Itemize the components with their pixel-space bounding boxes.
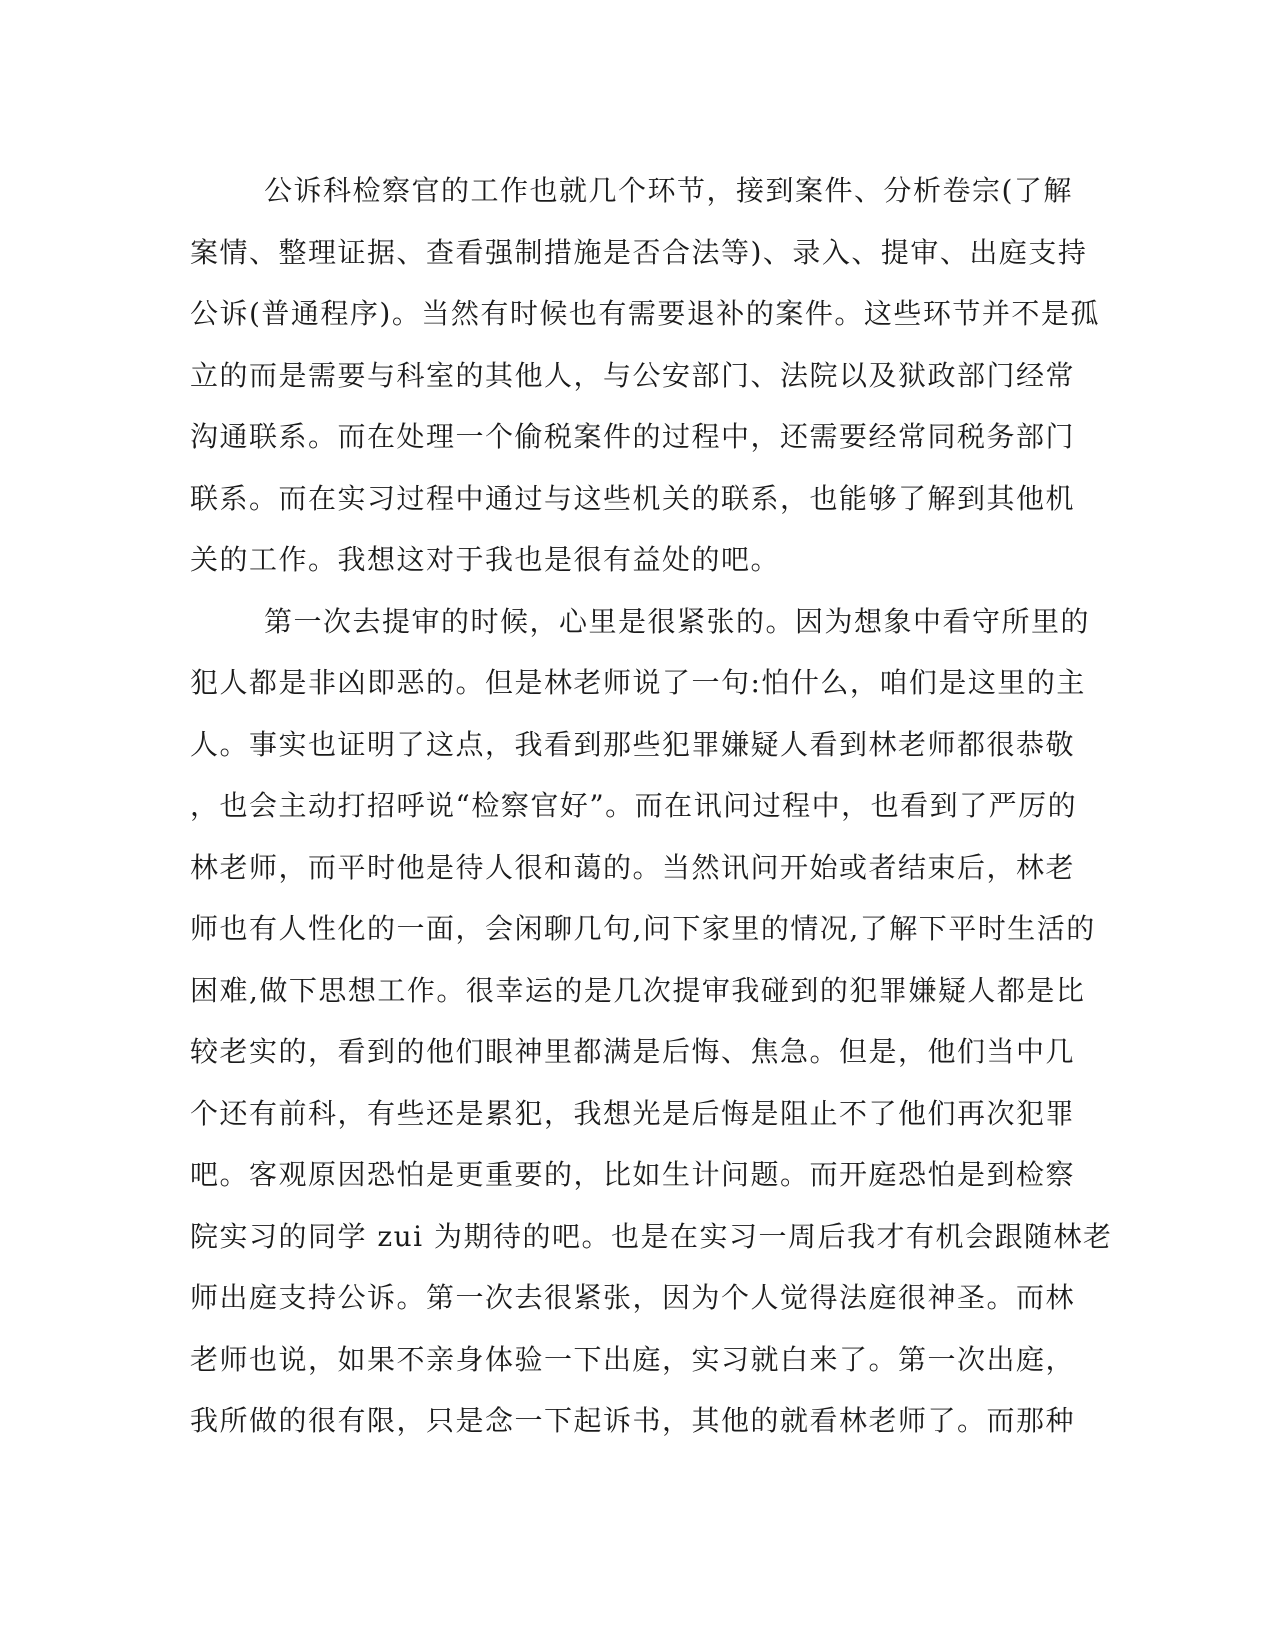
text-line: 案情、整理证据、查看强制措施是否合法等)、录入、提审、出庭支持 [190, 235, 1088, 269]
text-line: 我所做的很有限，只是念一下起诉书，其他的就看林老师了。而那种 [190, 1404, 1076, 1437]
text-line: 公诉(普通程序)。当然有时候也有需要退补的案件。这些环节并不是孤 [190, 297, 1100, 330]
text-line: 院实习的同学 zui 为期待的吧。也是在实习一周后我才有机会跟随林老 [190, 1219, 1113, 1253]
text-line: 吧。客观原因恐怕是更重要的，比如生计问题。而开庭恐怕是到检察 [190, 1158, 1076, 1191]
text-line: 师出庭支持公诉。第一次去很紧张，因为个人觉得法庭很神圣。而林 [190, 1281, 1076, 1314]
text-line: 人。事实也证明了这点，我看到那些犯罪嫌疑人看到林老师都很恭敬 [190, 727, 1076, 761]
text-line: 第一次去提审的时候，心里是很紧张的。因为想象中看守所里的 [264, 604, 1091, 638]
body-text [190, 160, 1113, 1452]
text-line: 联系。而在实习过程中通过与这些机关的联系，也能够了解到其他机 [190, 481, 1076, 515]
text-line: 林老师，而平时他是待人很和蔼的。当然讯问开始或者结束后，林老 [190, 850, 1076, 884]
text-line: 较老实的，看到的他们眼神里都满是后悔、焦急。但是，他们当中几 [190, 1035, 1076, 1068]
text-line: 犯人都是非凶即恶的。但是林老师说了一句:怕什么，咱们是这里的主 [190, 666, 1086, 699]
text-line: 公诉科检察官的工作也就几个环节，接到案件、分析卷宗(了解 [264, 174, 1073, 207]
text-line: 立的而是需要与科室的其他人，与公安部门、法院以及狱政部门经常 [190, 358, 1076, 392]
text-line: 关的工作。我想这对于我也是很有益处的吧。 [190, 543, 781, 576]
text-line: 师也有人性化的一面，会闲聊几句,问下家里的情况,了解下平时生活的 [190, 912, 1096, 945]
paragraph-1 [190, 160, 1100, 591]
paragraph-2 [190, 591, 1113, 1452]
text-line: ，也会主动打招呼说“检察官好”。而在讯问过程中，也看到了严厉的 [190, 789, 1078, 822]
text-line: 困难,做下思想工作。很幸运的是几次提审我碰到的犯罪嫌疑人都是比 [190, 973, 1086, 1007]
text-line: 个还有前科，有些还是累犯，我想光是后悔是阻止不了他们再次犯罪 [190, 1096, 1076, 1130]
text-line: 沟通联系。而在处理一个偷税案件的过程中，还需要经常同税务部门 [190, 420, 1076, 453]
text-line: 老师也说，如果不亲身体验一下出庭，实习就白来了。第一次出庭， [190, 1342, 1076, 1376]
